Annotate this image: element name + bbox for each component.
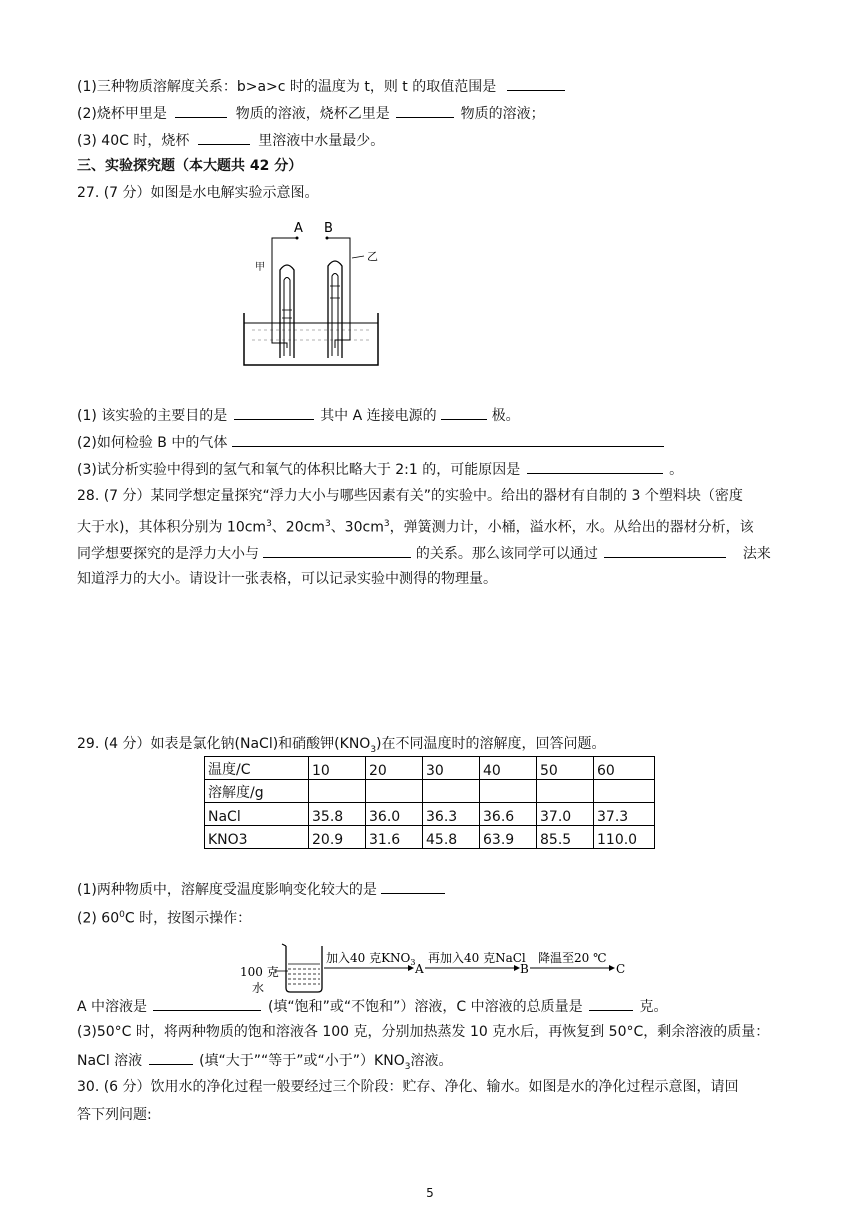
q29-part1-text: (1)两种物质中，溶解度受温度影响变化较大的是: [77, 882, 377, 898]
subscript: 3: [410, 958, 416, 967]
label-a: A: [294, 221, 303, 236]
electrolysis-diagram: [242, 218, 382, 368]
answer-blank[interactable]: [604, 542, 726, 558]
table-cell: 31.6: [366, 826, 423, 849]
q28-text-e: 同学想要探究的是浮力大小与: [77, 546, 259, 562]
q30-line2: 答下列问题:: [77, 1107, 152, 1123]
table-cell: 温度/C: [205, 757, 309, 780]
table-cell: [537, 780, 594, 803]
q27-part2: [77, 431, 664, 453]
q29-part1: [77, 878, 445, 900]
page-number: 5: [426, 1186, 434, 1200]
q26-part3-text-a: (3) 40C 时，烧杯: [77, 133, 190, 149]
answer-blank[interactable]: [232, 431, 664, 447]
superscript: 3: [383, 519, 390, 529]
q28-text-d: ，弹簧测力计，小桶，溢水杯，水。从给出的器材分析，该: [389, 519, 754, 536]
q27-part3-text: (3)试分析实验中得到的氢气和氧气的体积比略大于 2:1 的，可能原因是: [77, 462, 521, 478]
q29-stem-a: 29. (4 分）如表是氯化钠(NaCl)和硝酸钾(KNO: [77, 736, 371, 752]
table-cell: 85.5: [537, 826, 594, 849]
superscript: 3: [324, 519, 331, 529]
table-cell: 20: [366, 757, 423, 780]
step3-label: 降温至20 ℃: [538, 951, 607, 965]
point-a: A: [415, 962, 424, 976]
table-cell: 63.9: [480, 826, 537, 849]
q26-part2-text-b: 物质的溶液，烧杯乙里是: [235, 106, 390, 122]
table-cell: 溶解度/g: [205, 780, 309, 803]
water-label-top: 100 克: [240, 965, 279, 979]
q28-text-a: 大于水)，其体积分别为 10cm: [77, 519, 267, 536]
q29-part3-text-b: (填“大于”“等于”或“小于”）KNO: [199, 1053, 405, 1069]
table-cell: NaCl: [205, 803, 309, 826]
q26-part3-text-b: 里溶液中水量最少。: [258, 133, 385, 149]
q27-part3: [77, 458, 683, 480]
q29-part2-intro: [77, 905, 251, 929]
table-cell: 110.0: [594, 826, 655, 849]
q29-part3: (3)50°C 时，将两种物质的饱和溶液各 100 克，分别加热蒸发 10 克水后，再恢复到 50°C，剩余溶液的质量：: [77, 1024, 770, 1040]
point-b: B: [520, 962, 529, 976]
answer-blank[interactable]: [441, 404, 487, 420]
q29-part3-cont: [77, 1049, 452, 1077]
answer-blank[interactable]: [198, 129, 250, 145]
label-yi: 乙: [367, 250, 378, 263]
q28-text-f: 的关系。那么该同学可以通过: [415, 546, 598, 562]
subscript: 3: [370, 744, 377, 755]
table-cell: [366, 780, 423, 803]
q30-line1: 30. (6 分）饮用水的净化过程一般要经过三个阶段：贮存、净化、输水。如图是水的净化过程示意图，请回: [77, 1079, 739, 1095]
answer-blank[interactable]: [175, 102, 227, 118]
q29-part2-text-a: (2) 60: [77, 910, 120, 927]
label-jia: 甲: [255, 262, 265, 273]
table-cell: [423, 780, 480, 803]
table-cell: 60: [594, 757, 655, 780]
superscript: 3: [266, 519, 272, 529]
table-cell: [594, 780, 655, 803]
q27-part1-text-c: 极。: [491, 408, 520, 424]
section-heading: 三、实验探究题（本大题共 42 分）: [77, 158, 303, 174]
q27-part3-end: 。: [669, 462, 684, 478]
table-cell: 30: [423, 757, 480, 780]
step1-label: [326, 950, 415, 967]
q29-part3-text-c: 溶液。: [410, 1053, 453, 1069]
q28-line2: [77, 514, 754, 538]
table-cell: 35.8: [309, 803, 366, 826]
answer-blank[interactable]: [149, 1049, 193, 1065]
answer-blank[interactable]: [396, 102, 454, 118]
q26-part1-text: (1)三种物质溶解度关系：b>a>c 时的温度为 t，则 t 的取值范围是: [77, 79, 497, 95]
q28-line3: [77, 542, 771, 564]
step2-label: 再加入40 克NaCl: [428, 951, 526, 965]
q27-part1-text-a: (1) 该实验的主要目的是: [77, 408, 228, 424]
table-cell: 36.6: [480, 803, 537, 826]
table-cell: 36.0: [366, 803, 423, 826]
q28-line1: 28. (7 分）某同学想定量探究“浮力大小与哪些因素有关”的实验中。给出的器材有自制的 3 个塑料块（密度: [77, 488, 743, 504]
q29-part2-text-b: C 时，按图示操作：: [124, 910, 252, 927]
answer-blank[interactable]: [263, 542, 411, 558]
q29-part2-text-e: 克。: [639, 999, 668, 1015]
table-cell: KNO3: [205, 826, 309, 849]
table-cell: 40: [480, 757, 537, 780]
q26-part2-text-c: 物质的溶液；: [460, 106, 545, 122]
q27-part1-text-b: 其中 A 连接电源的: [320, 408, 437, 424]
point-c: C: [616, 962, 626, 976]
table-cell: 37.0: [537, 803, 594, 826]
answer-blank[interactable]: [381, 878, 445, 894]
q26-part2: [77, 102, 545, 124]
q28-text-b: 、20cm: [271, 519, 325, 536]
table-row: [205, 780, 655, 803]
answer-blank[interactable]: [589, 995, 633, 1011]
label-b: B: [324, 221, 333, 236]
water-label-bottom: 水: [252, 981, 265, 995]
q29-part2-text-c: A 中溶液是: [77, 999, 148, 1015]
table-cell: 50: [537, 757, 594, 780]
table-row: [205, 803, 655, 826]
answer-blank[interactable]: [507, 75, 565, 91]
table-cell: 37.3: [594, 803, 655, 826]
table-cell: [309, 780, 366, 803]
table-cell: 45.8: [423, 826, 480, 849]
superscript: 0: [119, 910, 125, 920]
q26-part3: [77, 129, 384, 151]
table-cell: 36.3: [423, 803, 480, 826]
q27-part1: [77, 404, 520, 426]
answer-blank[interactable]: [234, 404, 314, 420]
answer-blank[interactable]: [153, 995, 261, 1011]
q28-text-c: 、30cm: [330, 519, 384, 536]
table-cell: 20.9: [309, 826, 366, 849]
q28-line4: 知道浮力的大小。请设计一张表格，可以记录实验中测得的物理量。: [77, 571, 497, 587]
dissolution-procedure-diagram: [238, 940, 638, 996]
q29-stem-b: )在不同温度时的溶解度，回答问题。: [376, 736, 606, 752]
q29-part2-text-d: (填“饱和”或“不饱和”）溶液，C 中溶液的总质量是: [267, 999, 583, 1015]
q29-part2: [77, 995, 668, 1017]
step1-text: 加入40 克KNO: [326, 951, 411, 965]
subscript: 3: [404, 1061, 411, 1072]
table-cell: [480, 780, 537, 803]
q29-part3-text-a: NaCl 溶液: [77, 1053, 143, 1069]
table-cell: 10: [309, 757, 366, 780]
q26-part1: [77, 75, 565, 97]
table-row: [205, 826, 655, 849]
q27-part2-text: (2)如何检验 B 中的气体: [77, 435, 228, 451]
solubility-table: [204, 756, 655, 849]
q27-stem: 27. (7 分）如图是水电解实验示意图。: [77, 185, 319, 201]
table-row: [205, 757, 655, 780]
q26-part2-text-a: (2)烧杯甲里是: [77, 106, 167, 122]
answer-blank[interactable]: [527, 458, 663, 474]
q28-text-g: 法来: [742, 546, 771, 562]
